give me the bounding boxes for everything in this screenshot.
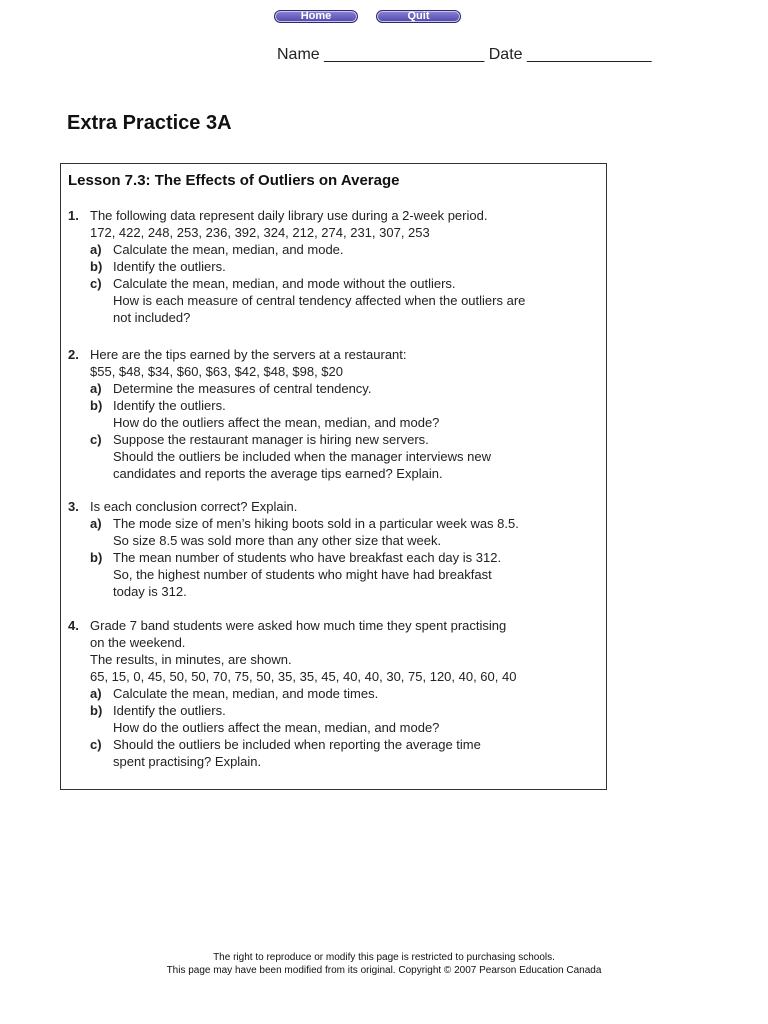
question-stem-text: The results, in minutes, are shown. xyxy=(90,652,292,667)
question-stem-line xyxy=(61,634,601,651)
question-stem-line xyxy=(61,498,601,515)
part-letter: a) xyxy=(90,381,102,396)
question-part-line xyxy=(61,736,601,753)
question-stem-text: Here are the tips earned by the servers at a restaurant: xyxy=(90,347,407,362)
question-stem-text: $55, $48, $34, $60, $63, $42, $48, $98, $20 xyxy=(90,364,343,379)
question-part-text: Identify the outliers. xyxy=(113,259,226,274)
part-letter: a) xyxy=(90,686,102,701)
question-part-line xyxy=(61,431,601,448)
page-title: Extra Practice 3A xyxy=(67,112,232,134)
question-4 xyxy=(61,617,601,770)
footer-rights: The right to reproduce or modify this page is restricted to purchasing schools. xyxy=(213,952,555,963)
question-part-line xyxy=(61,275,601,292)
quit-button[interactable]: Quit xyxy=(376,10,461,23)
question-part-line xyxy=(61,549,601,566)
part-letter: a) xyxy=(90,242,102,257)
part-letter: b) xyxy=(90,550,103,565)
part-letter: b) xyxy=(90,398,103,413)
question-stem-line xyxy=(61,651,601,668)
part-letter: c) xyxy=(90,737,102,752)
question-part-line xyxy=(61,583,601,600)
question-part-line xyxy=(61,397,601,414)
question-part-text: Should the outliers be included when the manager interviews new xyxy=(113,449,491,464)
question-2 xyxy=(61,346,601,482)
question-part-text: How is each measure of central tendency affected when the outliers are xyxy=(113,293,526,308)
question-number: 1. xyxy=(68,208,79,223)
question-stem-text: 172, 422, 248, 253, 236, 392, 324, 212, 274, 231, 307, 253 xyxy=(90,225,430,240)
question-part-line xyxy=(61,532,601,549)
question-part-text: not included? xyxy=(113,310,191,325)
home-button[interactable]: Home xyxy=(274,10,358,23)
question-1 xyxy=(61,207,601,326)
question-part-text: Identify the outliers. xyxy=(113,398,226,413)
part-letter: b) xyxy=(90,259,103,274)
question-3 xyxy=(61,498,601,600)
question-part-line xyxy=(61,292,601,309)
question-part-line xyxy=(61,448,601,465)
part-letter: c) xyxy=(90,432,102,447)
question-stem-line xyxy=(61,207,601,224)
question-part-text: today is 312. xyxy=(113,584,187,599)
question-stem-line xyxy=(61,617,601,634)
question-part-text: So size 8.5 was sold more than any other size that week. xyxy=(113,533,442,548)
question-stem-text: Is each conclusion correct? Explain. xyxy=(90,499,298,514)
question-part-text: Calculate the mean, median, and mode without the outliers. xyxy=(113,276,456,291)
question-part-text: Identify the outliers. xyxy=(113,703,226,718)
question-part-text: Calculate the mean, median, and mode times. xyxy=(113,686,379,701)
question-part-text: Should the outliers be included when reporting the average time xyxy=(113,737,481,752)
lesson-box xyxy=(60,163,607,790)
question-part-line xyxy=(61,258,601,275)
question-part-line xyxy=(61,753,601,770)
question-part-line xyxy=(61,414,601,431)
question-number: 2. xyxy=(68,347,79,362)
question-part-text: How do the outliers affect the mean, median, and mode? xyxy=(113,415,440,430)
question-part-text: spent practising? Explain. xyxy=(113,754,262,769)
question-part-text: Determine the measures of central tendency. xyxy=(113,381,372,396)
question-part-text: Calculate the mean, median, and mode. xyxy=(113,242,344,257)
question-part-text: The mode size of men’s hiking boots sold in a particular week was 8.5. xyxy=(113,516,519,531)
question-stem-text: 65, 15, 0, 45, 50, 50, 70, 75, 50, 35, 35, 45, 40, 40, 30, 75, 120, 40, 60, 40 xyxy=(90,669,517,684)
part-letter: a) xyxy=(90,516,102,531)
question-stem-line xyxy=(61,346,601,363)
question-part-line xyxy=(61,702,601,719)
question-part-text: candidates and reports the average tips earned? Explain. xyxy=(113,466,443,481)
question-number: 3. xyxy=(68,499,79,514)
question-part-line xyxy=(61,380,601,397)
question-number: 4. xyxy=(68,618,79,633)
question-stem-line xyxy=(61,668,601,685)
part-letter: c) xyxy=(90,276,102,291)
question-part-text: The mean number of students who have breakfast each day is 312. xyxy=(113,550,502,565)
question-stem-text: on the weekend. xyxy=(90,635,186,650)
question-part-line xyxy=(61,465,601,482)
question-part-line xyxy=(61,309,601,326)
question-part-text: Suppose the restaurant manager is hiring new servers. xyxy=(113,432,429,447)
question-stem-text: Grade 7 band students were asked how much time they spent practising xyxy=(90,618,507,633)
question-part-line xyxy=(61,566,601,583)
question-part-text: So, the highest number of students who might have had breakfast xyxy=(113,567,492,582)
name-date-line: Name __________________ Date ______________ xyxy=(277,46,652,63)
question-stem-text: The following data represent daily library use during a 2-week period. xyxy=(90,208,488,223)
question-stem-line xyxy=(61,363,601,380)
question-part-line xyxy=(61,515,601,532)
question-part-line xyxy=(61,685,601,702)
question-part-line xyxy=(61,241,601,258)
question-part-text: How do the outliers affect the mean, median, and mode? xyxy=(113,720,440,735)
footer-copyright: This page may have been modified from its original. Copyright © 2007 Pearson Education Canada xyxy=(166,965,602,976)
lesson-title: Lesson 7.3: The Effects of Outliers on Average xyxy=(68,172,400,189)
question-part-line xyxy=(61,719,601,736)
part-letter: b) xyxy=(90,703,103,718)
question-stem-line xyxy=(61,224,601,241)
